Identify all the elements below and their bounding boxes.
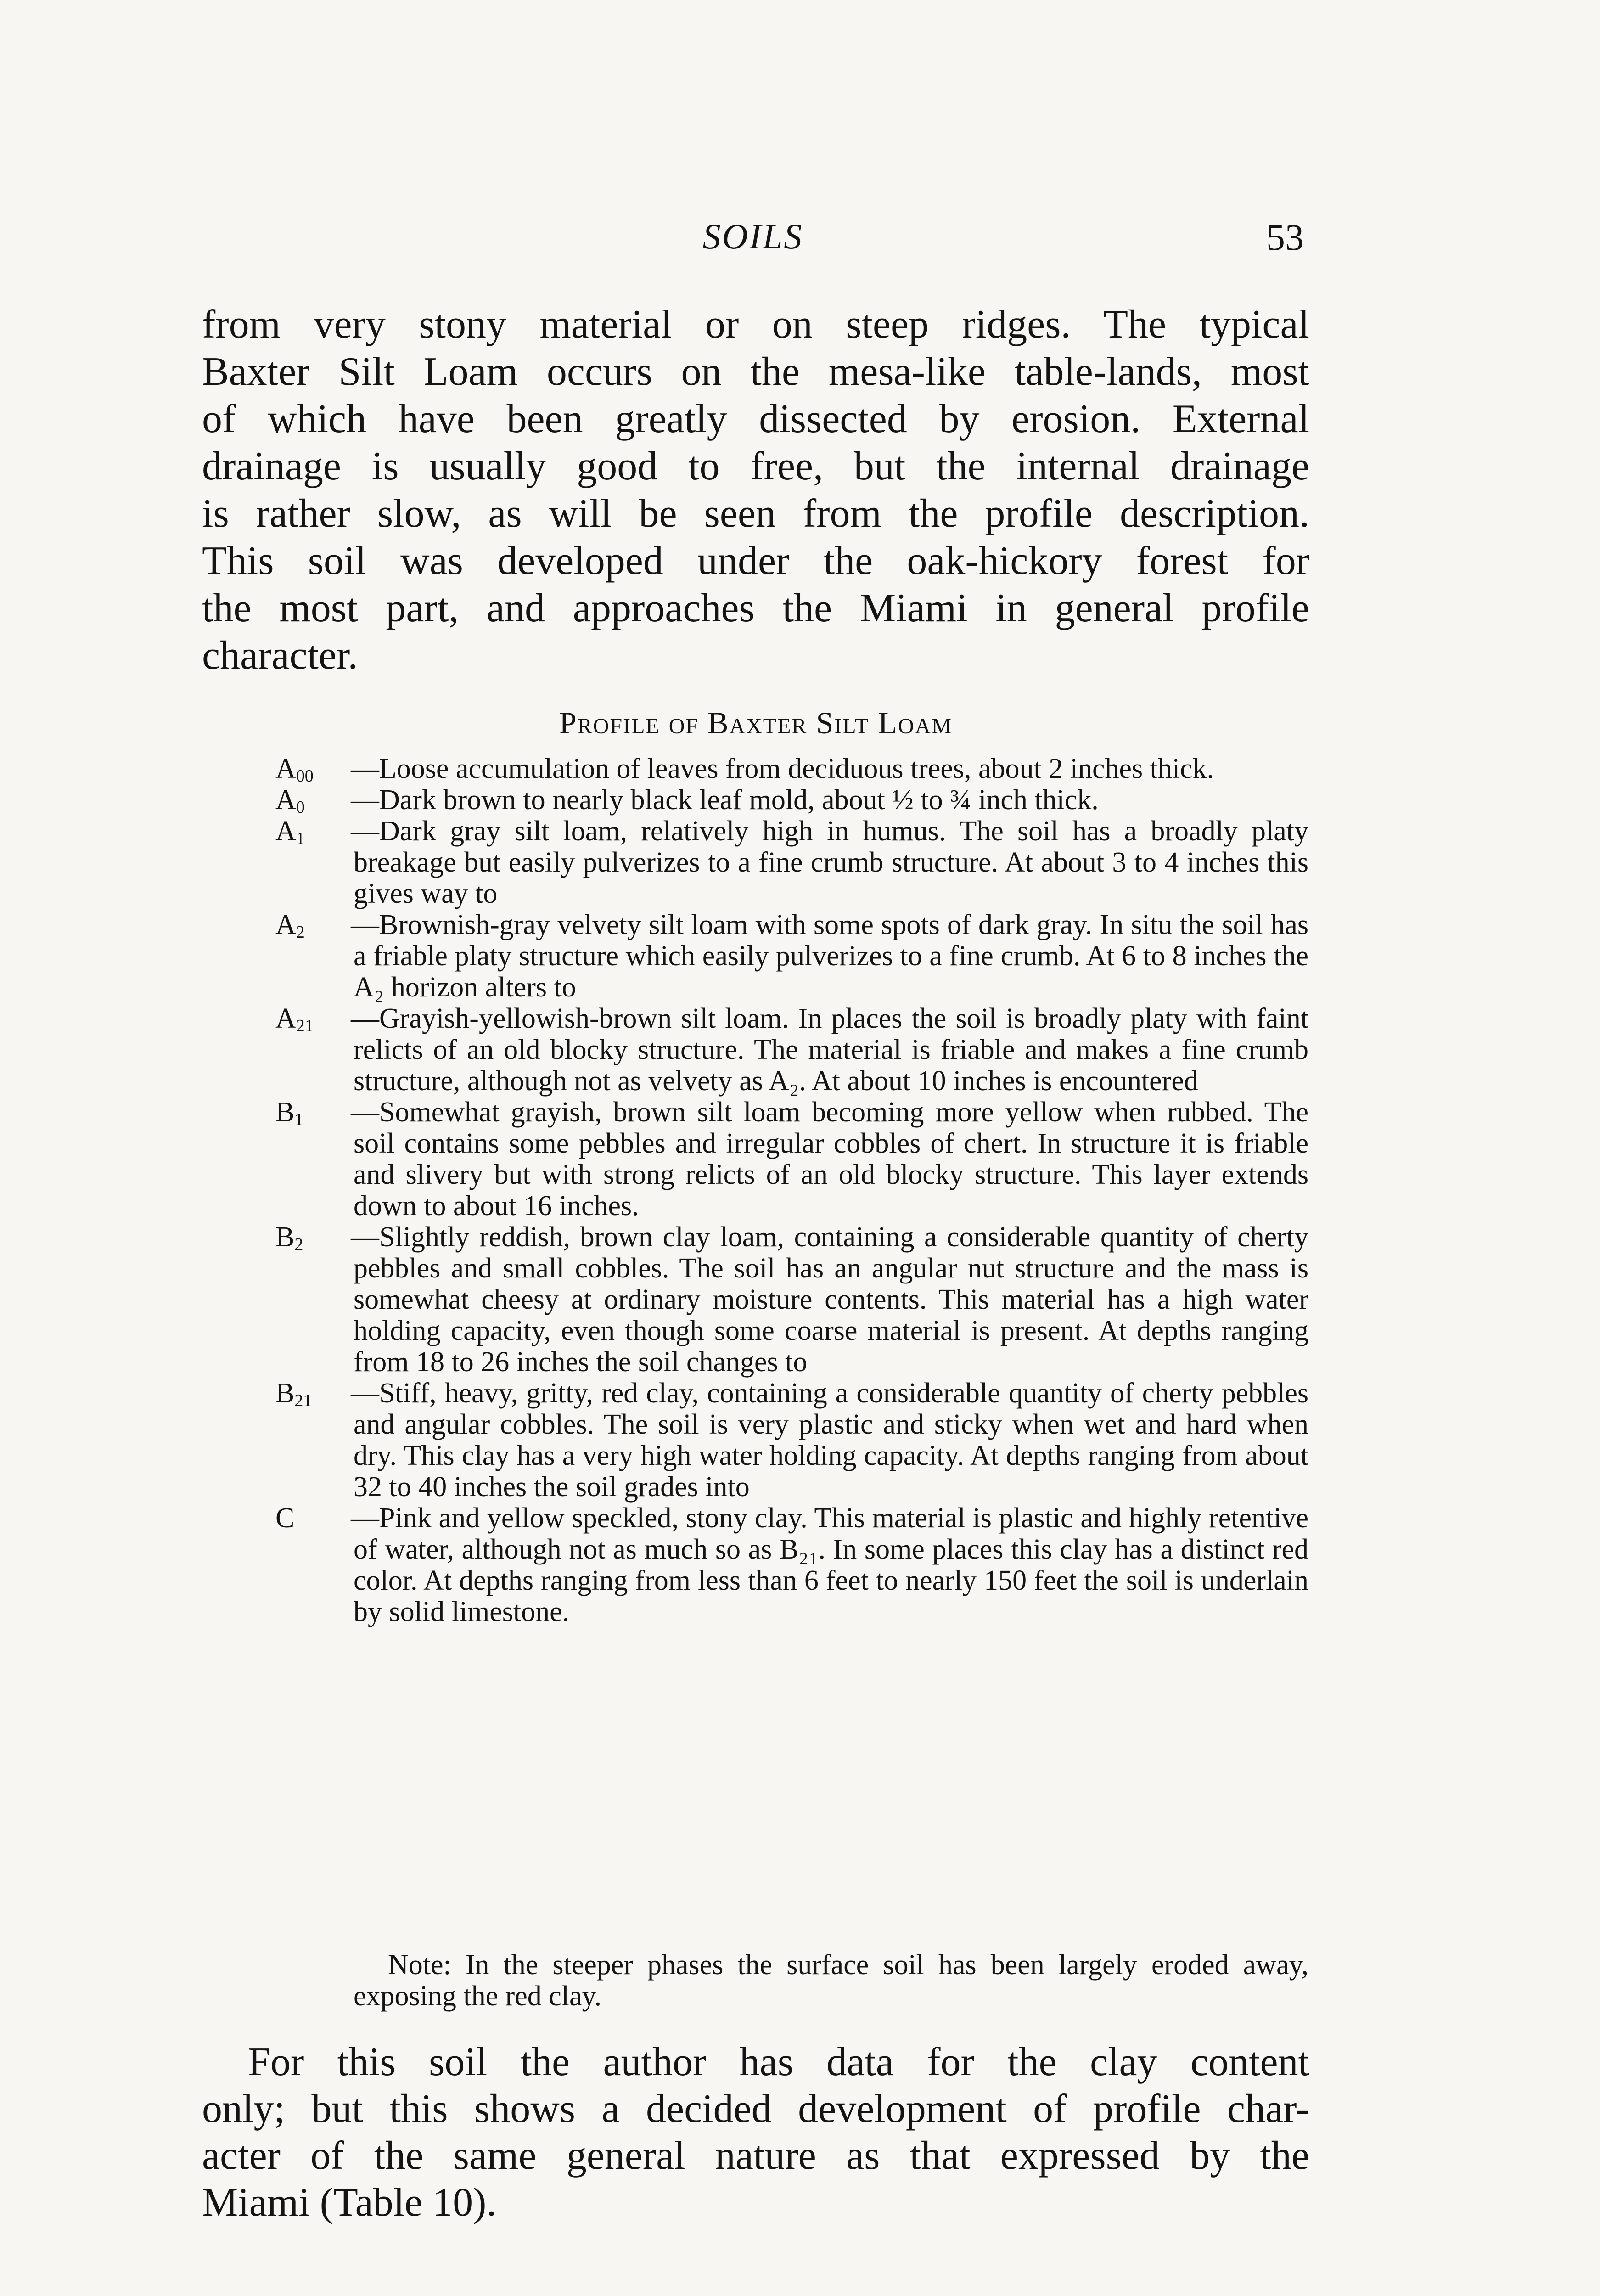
horizon-label bbox=[275, 1221, 354, 1260]
text-line: This soil was developed under the oak-hickory forest for bbox=[202, 539, 1309, 583]
running-head bbox=[202, 216, 1304, 262]
horizon-description: — Loose accumulation of leaves from deciduous trees, about 2 inches thick. bbox=[354, 753, 1308, 784]
horizon-label-base: B bbox=[275, 1221, 295, 1253]
text-line: from very stony material or on steep ridges. The typical bbox=[202, 302, 1309, 347]
horizon-label bbox=[275, 909, 354, 948]
horizon-a2 bbox=[275, 909, 1308, 1003]
running-title: SOILS bbox=[702, 216, 803, 256]
horizon-description: — Dark gray silt loam, relatively high in humus. The soil has a broadly platy breakage but easily pulverizes to a fine crumb structure. At about 3 to 4 inches this gives way to bbox=[354, 816, 1308, 909]
horizon-label-base: A bbox=[275, 816, 296, 847]
text-line: character. bbox=[202, 633, 358, 678]
horizon-description: — Somewhat grayish, brown silt loam becoming more yellow when rubbed. The soil contains some pebbles and irregular cobbles of chert. In structure it is friable and slivery but with strong relicts of an old blocky structure. This layer extends down to about 16 inches. bbox=[354, 1097, 1308, 1221]
horizon-label-sub: 21 bbox=[296, 1016, 314, 1035]
horizon-description: — Dark brown to nearly black leaf mold, about ½ to ¾ inch thick. bbox=[354, 784, 1308, 816]
horizon-list bbox=[275, 753, 1308, 1627]
horizon-b2 bbox=[275, 1221, 1308, 1378]
horizon-label-sub: 00 bbox=[296, 766, 314, 786]
horizon-description: — Grayish-yellowish-brown silt loam. In places the soil is broadly platy with faint relicts of an old blocky structure. The material is friable and makes a fine crumb structure, although not as velvety as A₂. At about 10 inches is encountered bbox=[354, 1003, 1308, 1097]
text-line: is rather slow, as will be seen from the profile description. bbox=[202, 491, 1309, 536]
horizon-label-sub: 1 bbox=[294, 1110, 303, 1129]
horizon-label bbox=[275, 1378, 354, 1416]
page-number: 53 bbox=[1266, 216, 1304, 258]
horizon-a0 bbox=[275, 784, 1308, 816]
horizon-a21 bbox=[275, 1003, 1308, 1097]
text-line: Miami (Table 10). bbox=[202, 2180, 497, 2225]
horizon-b21 bbox=[275, 1378, 1308, 1503]
intro-paragraph bbox=[202, 301, 1309, 679]
closing-paragraph bbox=[202, 2039, 1309, 2226]
horizon-label bbox=[275, 1503, 354, 1541]
horizon-label-base: C bbox=[275, 1503, 295, 1534]
horizon-label-base: A bbox=[275, 784, 296, 816]
horizon-description: — Stiff, heavy, gritty, red clay, containing a considerable quantity of cherty pebbles and angular cobbles. The soil is very plastic and sticky when wet and hard when dry. This clay has a very high water holding capacity. At depths ranging from about 32 to 40 inches the soil grades into bbox=[354, 1378, 1308, 1503]
horizon-label-sub: 21 bbox=[294, 1391, 312, 1410]
horizon-label-sub: 2 bbox=[294, 1235, 303, 1254]
horizon-c bbox=[275, 1503, 1308, 1627]
horizon-b1 bbox=[275, 1097, 1308, 1221]
text-line: acter of the same general nature as that expressed by the bbox=[202, 2133, 1309, 2178]
text-line: the most part, and approaches the Miami in general profile bbox=[202, 586, 1309, 630]
horizon-label-base: A bbox=[275, 1003, 296, 1034]
horizon-a00 bbox=[275, 753, 1308, 784]
text-line: For this soil the author has data for the clay content bbox=[248, 2040, 1309, 2084]
horizon-label-base: A bbox=[275, 909, 296, 940]
horizon-label-base: B bbox=[275, 1378, 295, 1409]
horizon-label bbox=[275, 1003, 354, 1041]
profile-heading: Profile of Baxter Silt Loam bbox=[559, 705, 953, 740]
text-line: of which have been greatly dissected by erosion. External bbox=[202, 397, 1309, 441]
horizon-label-sub: 2 bbox=[296, 923, 305, 942]
horizon-label-sub: 0 bbox=[296, 798, 305, 817]
text-line: Baxter Silt Loam occurs on the mesa-like table-lands, most bbox=[202, 349, 1309, 394]
horizon-label-base: B bbox=[275, 1097, 295, 1128]
horizon-label-sub: 1 bbox=[296, 829, 305, 848]
text-line: drainage is usually good to free, but the internal drainage bbox=[202, 444, 1309, 489]
horizon-description: — Brownish-gray velvety silt loam with some spots of dark gray. In situ the soil has a friable platy structure which easily pulverizes to a fine crumb. At 6 to 8 inches the A₂ horizon alters to bbox=[354, 909, 1308, 1003]
profile-note: Note: In the steeper phases the surface soil has been largely eroded away, exposing the red clay. bbox=[354, 1949, 1308, 2012]
text-line: only; but this shows a decided development of profile char- bbox=[202, 2087, 1309, 2131]
horizon-label bbox=[275, 816, 354, 854]
horizon-a1 bbox=[275, 816, 1308, 909]
horizon-description: — Pink and yellow speckled, stony clay. This material is plastic and highly retentive of water, although not as much so as B₂₁. In some places this clay has a distinct red color. At depths ranging from less than 6 feet to nearly 150 feet the soil is underlain by solid limestone. bbox=[354, 1503, 1308, 1627]
horizon-label-base: A bbox=[275, 753, 296, 784]
horizon-description: — Slightly reddish, brown clay loam, containing a considerable quantity of cherty pebbles and small cobbles. The soil has an angular nut structure and the mass is somewhat cheesy at ordinary moisture contents. This material has a high water holding capacity, even though some coarse material is present. At depths ranging from 18 to 26 inches the soil changes to bbox=[354, 1221, 1308, 1378]
horizon-label bbox=[275, 1097, 354, 1135]
